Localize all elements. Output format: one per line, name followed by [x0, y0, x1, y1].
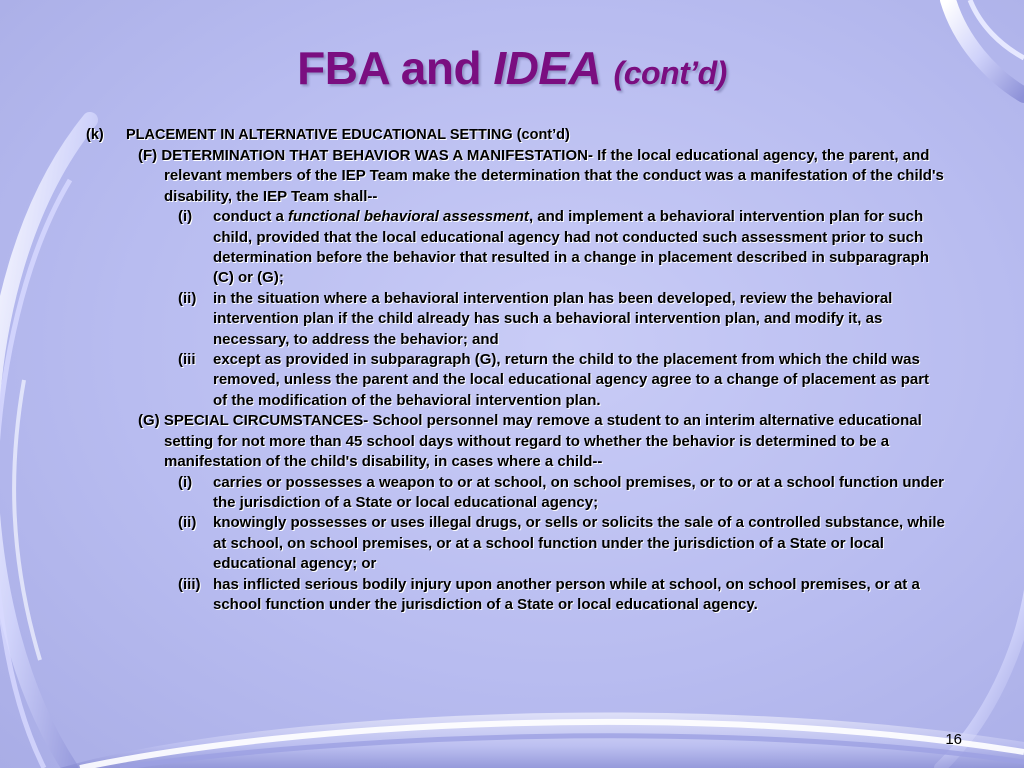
item-text: carries or possesses a weapon to or at school, on school premises, or to or at a school function under the jurisdiction of a State or local educational agency; — [213, 473, 945, 511]
slide-number: 16 — [945, 731, 962, 748]
item-text-emphasis: functional behavioral assessment — [288, 208, 529, 226]
left-ring-far — [14, 380, 40, 660]
title-contd: (cont’d) — [613, 55, 727, 91]
item-text: has inflicted serious bodily injury upon another person while at school, on school premises, or at a school function under the jurisdiction of a State or local educational agency. — [213, 575, 920, 613]
item-label: (ii) — [178, 289, 197, 307]
item-text — [213, 207, 946, 289]
item-text-part: conduct a — [213, 208, 289, 226]
paragraph-f-item-ii — [178, 289, 946, 350]
item-text: except as provided in subparagraph (G), return the child to the placement from which the child was removed, unless the parent and the local educational agency agree to a change of placement as part of the modification of the behavioral intervention plan. — [213, 351, 930, 409]
item-label: (i) — [178, 473, 193, 491]
paragraph-g-item-iii — [178, 575, 946, 616]
item-label: (i) — [178, 208, 193, 226]
section-k-heading — [86, 126, 946, 145]
item-label: (iii — [178, 351, 196, 369]
paragraph-g-item-ii — [178, 513, 946, 574]
paragraph-f-item-i — [178, 207, 946, 289]
item-label: (iii) — [178, 575, 201, 593]
title-main: FBA and — [297, 42, 494, 94]
paragraph-g-item-i — [178, 473, 946, 514]
section-k-label: (k) — [86, 127, 104, 143]
title-idea: IDEA — [493, 42, 602, 94]
slide-title — [0, 40, 1024, 101]
slide-body — [86, 126, 946, 615]
paragraph-f-item-iii — [178, 350, 946, 411]
section-k-text: PLACEMENT IN ALTERNATIVE EDUCATIONAL SETTING (cont’d) — [126, 127, 570, 143]
item-label: (ii) — [178, 514, 197, 532]
paragraph-f: (F) DETERMINATION THAT BEHAVIOR WAS A MANIFESTATION- If the local educational agency, the parent, and relevant members of the IEP Team make the determination that the conduct was a manifestation of the child's disability, the IEP Team shall-- — [138, 147, 944, 205]
item-text: in the situation where a behavioral intervention plan has been developed, review the behavioral intervention plan if the child already has such a behavioral intervention plan, and modify it, as necessary, to address the behavior; and — [213, 289, 893, 348]
item-text: knowingly possesses or uses illegal drugs, or sells or solicits the sale of a controlled substance, while at school, on school premises, or at a school function under the jurisdiction of a State or local educational agency; or — [213, 514, 945, 573]
paragraph-g: (G) SPECIAL CIRCUMSTANCES- School personnel may remove a student to an interim alternative educational setting for not more than 45 school days without regard to whether the behavior is determined to be a manifestation of the child's disability, in cases where a child-- — [138, 412, 922, 471]
item-text-part: , and implement a behavioral intervention plan for such child, provided that the local educational agency had not conducted such assessment prior to such determination before the behavior that resulted in a change in placement described in subparagraph (C) or (G); — [213, 208, 929, 287]
